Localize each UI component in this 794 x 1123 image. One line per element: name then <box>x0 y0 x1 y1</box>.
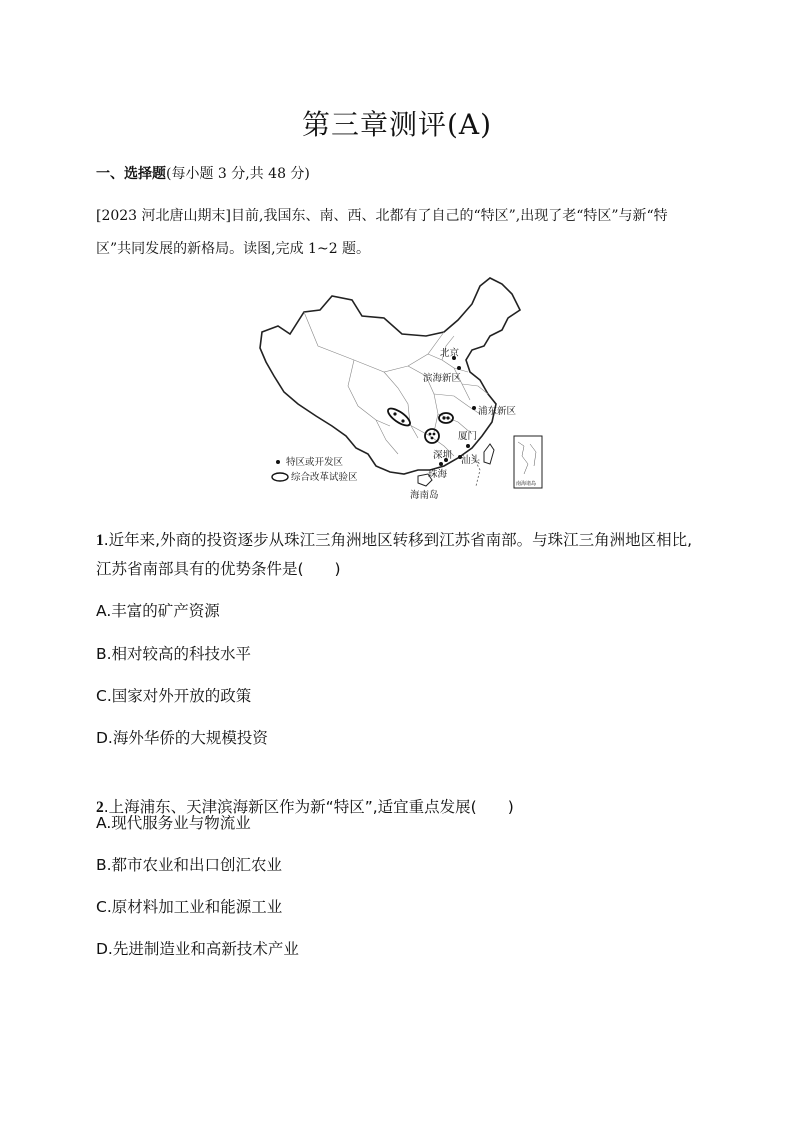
question-1-option-a: A.丰富的矿产资源 <box>96 602 220 620</box>
legend-dot-icon <box>276 460 280 464</box>
dot-binhai <box>457 366 461 370</box>
question-2-option-b: B.都市农业和出口创汇农业 <box>96 856 283 874</box>
label-hainan: 海南岛 <box>410 490 439 501</box>
dot-xiamen <box>466 444 470 448</box>
label-shantou: 汕头 <box>461 455 481 466</box>
legend-ellipse-label: 综合改革试验区 <box>291 472 358 483</box>
question-2-number: 2 <box>96 799 104 816</box>
section-number: 一、 <box>96 166 124 182</box>
legend-ellipse-icon <box>272 473 288 481</box>
label-beijing: 北京 <box>440 348 460 359</box>
taiwan <box>484 444 494 464</box>
label-shenzhen: 深圳 <box>433 450 453 461</box>
question-2-option-d: D.先进制造业和高新技术产业 <box>96 940 299 958</box>
question-2-stem: .上海浦东、天津滨海新区作为新“特区”,适宜重点发展( ) <box>103 798 514 816</box>
intro-paragraph: [2023 河北唐山期末]目前,我国东、南、西、北都有了自己的“特区”,出现了老“特区”与新“特区”共同发展的新格局。读图,完成 1~2 题。 <box>96 208 668 257</box>
section-heading <box>96 163 310 183</box>
question-1-option-c: C.国家对外开放的政策 <box>96 687 252 705</box>
section-note: (每小题 3 分,共 48 分) <box>166 166 310 182</box>
page-title: 第三章测评(A) <box>301 108 493 141</box>
dot-zhuhai <box>439 462 443 466</box>
question-1-stem: .近年来,外商的投资逐步从珠江三角洲地区转移到江苏省南部。与珠江三角洲地区相比,江苏省南部具有的优势条件是( ) <box>96 531 693 578</box>
dot-pudong <box>472 406 476 410</box>
label-xiamen: 厦门 <box>458 431 478 442</box>
label-pudong: 浦东新区 <box>478 406 517 417</box>
question-1-option-b: B.相对较高的科技水平 <box>96 645 252 663</box>
question-1-option-d: D.海外华侨的大规模投资 <box>96 729 268 747</box>
question-1 <box>96 526 700 584</box>
question-1-number: 1 <box>96 532 104 549</box>
question-2-option-a: A.现代服务业与物流业 <box>96 814 251 832</box>
label-binhai: 滨海新区 <box>423 373 462 384</box>
label-zhuhai: 珠海 <box>428 469 448 480</box>
section-label: 选择题 <box>124 166 166 182</box>
inset-label: 南海诸岛 <box>516 481 537 487</box>
question-2-option-c: C.原材料加工业和能源工业 <box>96 898 283 916</box>
legend-dot-label: 特区或开发区 <box>286 457 344 468</box>
china-special-zones-map <box>258 276 548 501</box>
